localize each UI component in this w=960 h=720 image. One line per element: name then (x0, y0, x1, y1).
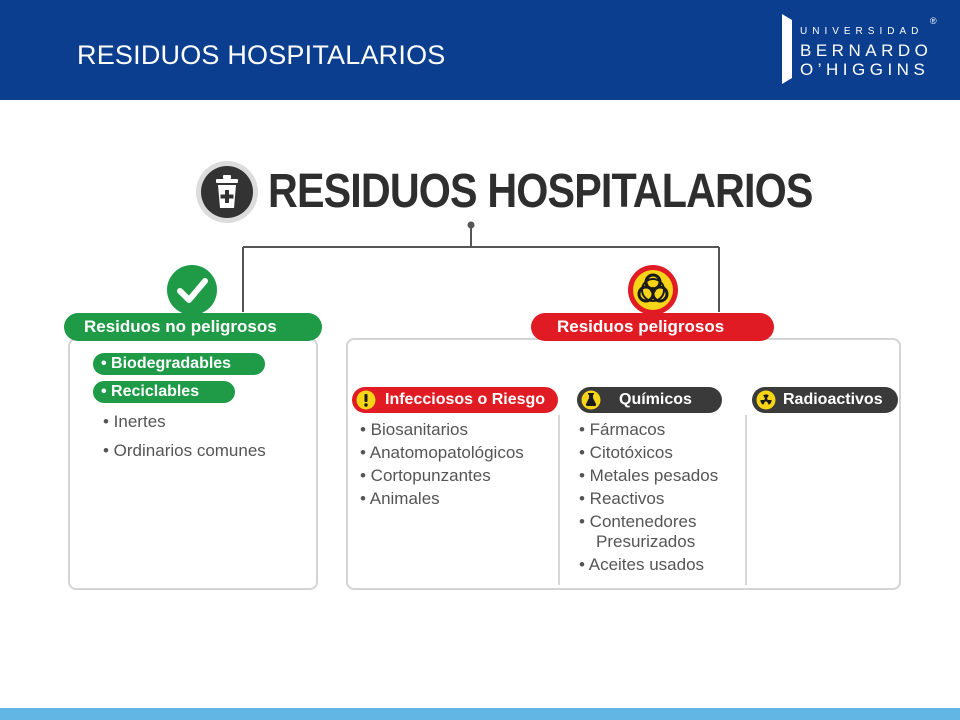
non-hazardous-label: Residuos no peligrosos (64, 313, 322, 341)
slide-title: RESIDUOS HOSPITALARIOS (77, 40, 446, 70)
flask-icon (581, 390, 601, 410)
category-radioactive (752, 387, 898, 413)
chemical-item: • Fármacos (579, 420, 666, 439)
footer-bar (0, 708, 960, 720)
category-chemical (577, 387, 722, 413)
hazardous-label: Residuos peligrosos (531, 313, 774, 341)
chemical-item: • Contenedores (579, 512, 697, 531)
chemical-item: • Metales pesados (579, 466, 719, 485)
chemical-item: • Citotóxicos (579, 443, 673, 462)
column-divider (745, 415, 747, 585)
column-divider (558, 415, 560, 585)
infectious-item: • Cortopunzantes (360, 466, 491, 485)
non-hazardous-item: • Reciclables (93, 381, 235, 403)
non-hazardous-item: • Biodegradables (93, 353, 265, 375)
logo-line-3: O’HIGGINS (800, 60, 930, 79)
infectious-item: • Animales (360, 489, 440, 508)
warning-icon (356, 390, 376, 410)
non-hazardous-item: • Ordinarios comunes (103, 441, 266, 460)
category-label: Químicos (619, 391, 692, 408)
registered-mark: ® (930, 16, 937, 26)
checkmark-icon (166, 264, 218, 316)
chemical-item-continuation: Presurizados (596, 532, 696, 551)
radiation-icon (756, 390, 776, 410)
logo-line-1: UNIVERSIDAD (800, 26, 924, 37)
category-infectious (352, 387, 558, 413)
category-label: Infecciosos o Riesgo (385, 391, 546, 408)
biohazard-icon (627, 264, 679, 316)
diagram-title: RESIDUOS HOSPITALARIOS (268, 165, 813, 218)
non-hazardous-box (68, 338, 318, 590)
infectious-item: • Anatomopatológicos (360, 443, 524, 462)
category-label: Radioactivos (783, 391, 883, 408)
trash-icon (195, 160, 259, 224)
hazardous-box (346, 338, 901, 590)
logo-line-2: BERNARDO (800, 41, 933, 60)
infectious-item: • Biosanitarios (360, 420, 469, 439)
chemical-item: • Reactivos (579, 489, 665, 508)
chemical-item: • Aceites usados (579, 555, 705, 574)
non-hazardous-item: • Inertes (103, 412, 166, 431)
